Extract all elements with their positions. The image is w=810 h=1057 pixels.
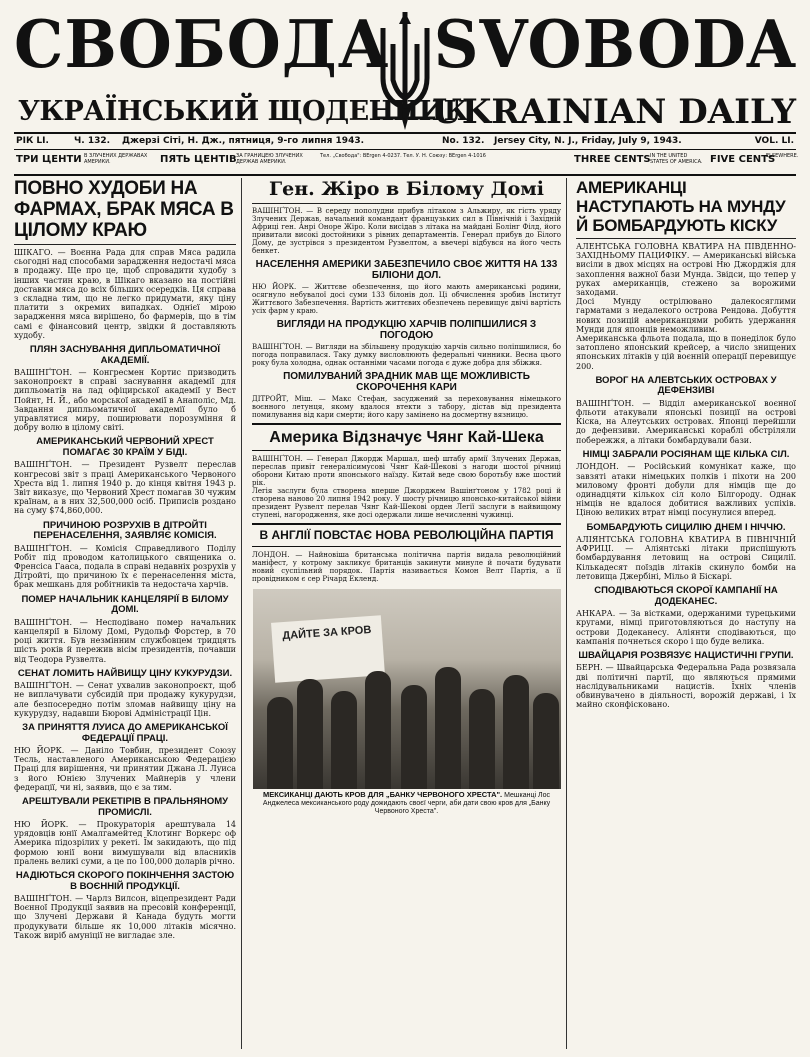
year-label: РІК LI. <box>16 136 49 146</box>
article-new-party: ЛОНДОН. — Найновіша британська політична партія видала революційний маніфест, у котрому закликує британців закинути минуле й почати будувати новий суспільний порядок. Партія називається Комон Велт Партія, а її провідником є сер Річард Екленд. <box>252 551 561 583</box>
headline-red-cross: АМЕРИКАНСЬКИЙ ЧЕРВОНИЙ ХРЕСТ ПОМАГАЄ 30 КРАЇМ У БІДІ. <box>36 436 214 458</box>
article-racketeers: НЮ ЙОРК. — Прокураторія арештувала 14 урядовців юнії Амалгамейтед Клотинг Воркерс оф Америка підозрілих у рекеті. Їм закидають, що під формою юнії вони вимушували від власників пралень великі суми, а це по 100,000 доларів річно. <box>14 820 236 866</box>
dateline <box>14 132 796 150</box>
caption-title: МЕКСИКАНЦІ ДАЮТЬ КРОВ ДЛЯ „БАНКУ ЧЕРВОНОГО ХРЕСТА". <box>263 790 503 799</box>
headline-food-production: ВИГЛЯДИ НА ПРОДУКЦІЮ ХАРЧІВ ПОЛІПШИЛИСЯ З ПОГОДОЮ <box>276 319 537 341</box>
article-diplomatic-academy: ВАШІНҐТОН. — Конгресмен Кортис призводить законопроєкт в справі заснування академії для дипльоматів на лад офіцирської академії у Вест Пойнт, Н. Й., або морської академії в Анаполіс, Мд. Завдання дипльоматичної академії було б управлятися миру, поширювати порозуміння й добру волю в цілому світі. <box>14 368 236 433</box>
headline-detroit-riots: ПРИЧИНОЮ РОЗРУХІВ В ДІТРОЙТІ ПЕРЕНАСЕЛЕННЯ, ЗАЯВЛЯЄ КОМІСІЯ. <box>33 519 217 542</box>
article-detroit-riots: ВАШІНҐТОН. — Комісія Справедливого Поділу Робіт під проводом католицького священика о. Френсіса Гааса, подала в справі недавніх розрухів у Дітройті, що причиною їх є перенаселення міста, брак мешкань для робітників та недостача харчів. <box>14 543 236 590</box>
article-munda-cont2: Американська фльота подала, що в понеділок було затоплено японський крейсер, а число знищених японських літаків у цій воєнній операції перевищує 200. <box>576 334 796 371</box>
price-3-note-uk: В ЗЛУЧЕНИХ ДЕРЖАВАХ АМЕРИКИ. <box>84 153 148 165</box>
subtitle-ukrainian: УКРАЇНСЬКИЙ ЩОДЕННИК <box>18 96 468 127</box>
price-3-uk: ТРИ ЦЕНТИ <box>16 154 82 165</box>
date-en: Jersey City, N. J., Friday, July 9, 1943. <box>494 136 682 146</box>
headline-lewis-afl: ЗА ПРИНЯТТЯ ЛУИСА ДО АМЕРИКАНСЬКОЇ ФЕДЕРАЦІЇ ПРАЦІ. <box>22 722 228 744</box>
article-german-villages: ЛОНДОН. — Російський комунікат каже, що завзяті атаки німецьких полків і піхоти на 200 миловому фронті добули для німців ще до одинадцяти кількох сіл коло Білгороду. Однак німців не вдалося добитися важливих успіхів. Ціною великих втрат німці посунулися вперед. <box>576 462 796 518</box>
article-giraud: ВАШІНҐТОН. — В середу пополудни прибув літаком з Альжиру, як гість уряду Злучених Держав, начальний командант французьких сил в Північній і Західній Африці ген. Анрі Оноре Жіро. Коли висідав з літака на майдані Болінг Філд, його привитали високі достойники з рівних департаментів. Генерал прибув до Білого Дому, де зустрівся з президентом Рузвелтом, а ввечері відбувся на його честь бенкет. <box>252 207 561 255</box>
volume-label: VOL. LI. <box>754 136 794 146</box>
headline-giraud: Ген. Жіро в Білому Домі <box>269 178 544 200</box>
price-bar <box>14 150 799 176</box>
headline-sicily: БОМБАРДУЮТЬ СИЦИЛІЮ ДНЕМ І НІЧЧЮ. <box>586 521 786 533</box>
issue-number-uk: Ч. 132. <box>74 136 111 146</box>
article-white-house-chief: ВАШІНҐТОН. — Несподівано помер начальник канцелярії в Білому Домі, Рудольф Форстер, в 70 році життя. Був незмінним службовцем тридцять шість років й пережив вісім президентів, почавши від Теодора Рузвелта. <box>14 617 236 664</box>
price-3-note-en: IN THE UNITED STATES OF AMERICA. <box>650 153 703 165</box>
article-life-insurance: НЮ ЙОРК. — Життєве обезпечення, що його мають американські родини, осягнуло небувалої досі суми 133 білонів дол. Ці обчислення зробив Інститут Життєвого Забезпечення. Вартість життєвих обезпечень перевищує двічі вартість усіх фарм у краю. <box>252 283 561 315</box>
article-pardoned-traitor: ДІТРОЙТ, Міш. — Макс Стефан, засуджений за переховування німецького воєнного летунця, якому вдалося втекти з табору, дістав від президента помилування від кари смерти; його кару замінено на досмертну вязницю. <box>252 395 561 419</box>
article-lewis-afl: НЮ ЙОРК. — Даніло Товбин, президент Союзу Тесль, наставленого Американською Федерацією Праці для вирішення, чи принятии Джана Л. Луиса з його Юнією Злучених Майнерів у члени федерації, чи ні, заявив, що є за тим. <box>14 746 236 792</box>
headline-pardoned-traitor: ПОМИЛУВАНИЙ ЗРАДНИК МАВ ЩЕ МОЖЛИВІСТЬ СКОРОЧЕННЯ КАРИ <box>283 371 530 393</box>
article-munda-cont: Досі Мунду острілювано далекосяглими гарматами з недалекого острова Рендова. Добуття нових позицій американцями робить удержання Мунди для японців неможливим. <box>576 297 796 334</box>
title-latin: SVOBODA <box>433 6 796 83</box>
article-sicily: АЛІЯНТСЬКА ГОЛОВНА КВАТИРА В ПІВНІЧНІЙ АФРИЦІ. — Аліянтські літаки приспішують бомбардування летовищ на острові Сицилії. Кількадесят поїздів літаків скинуло бомби на летовища Джербіні, Мільо й Біскарі. <box>576 535 796 581</box>
price-3-en: THREE CENTS <box>574 154 651 165</box>
article-red-cross: ВАШІНҐТОН. — Президент Рузвелт переслав конгресові звіт з праці Американського Червоного Хреста від 1. липня 1940 р. до кінця квітня 1943 р. Звіт виказує, що Червоний Хрест помагав 30 чужим країнам, а в них 32,500,000 осіб. Приписів роздано на суму $74,860,000. <box>14 460 236 516</box>
price-5-uk: ПЯТЬ ЦЕНТІВ <box>160 154 237 165</box>
headline-livestock: ПОВНО ХУДОБИ НА ФАРМАХ, БРАК МЯСА В ЦІЛОМУ КРАЮ <box>14 178 234 241</box>
price-5-en: FIVE CENTS <box>710 154 776 165</box>
article-aleutians: ВАШІНҐТОН. — Відділ американської воєнної фльоти атакували японські позиції на острові Кіска, на Алеутських островах. Японці перейшли до дефензиви. Американські кораблі обстріляли побережжя, а літаки бомбардували бази. <box>576 398 796 445</box>
headline-corn-price: СЕНАТ ЛОМИТЬ НАЙВИЩУ ЦІНУ КУКУРУДЗИ. <box>17 667 233 679</box>
headline-aleutians: ВОРОГ НА АЛЕВТСЬКИХ ОСТРОВАХ У ДЕФЕНЗИВІ <box>595 374 777 397</box>
caption-text: Мешканці Лос Анджелеса мексиканського роду дожидають своєї черги, аби дати свою кров для „Банку Червоного Хреста". <box>262 792 551 815</box>
article-corn-price: ВАШІНҐТОН. — Сенат ухвалив законопроєкт, щоб не виплачувати субсидій при продажу кукурудзи, але безпосередно потім зломав найвищу ціну на кукурудзу, надавши Бюрові Адміністрації Цін. <box>14 681 236 718</box>
middle-column <box>247 178 567 1049</box>
subtitle-english: UKRAINIAN DAILY <box>432 92 796 132</box>
article-chiang-kai-shek: ВАШІНҐТОН. — Генерал Джордж Маршал, шеф штабу армії Злучених Держав, переслав привіт генералісимусові Чянг Кай-Шекові з нагоди шостої річниці оборони Китаю проти японського наїзду. Китай веде свою боротьбу вже шостий рік. <box>252 455 561 487</box>
headline-life-insurance: НАСЕЛЕННЯ АМЕРИКИ ЗАБЕЗПЕЧИЛО СВОЄ ЖИТТЯ НА 133 БІЛІОНИ ДОЛ. <box>255 259 558 281</box>
photo-caption <box>252 791 561 816</box>
issue-number-en: No. 132. <box>442 136 485 146</box>
article-chiang-kai-shek-cont: Легія заслуги була створена вперше Джорджем Вашінґтоном у 1782 році й створена наново 20 липня 1942 року. У шосту річницю японсько-китайської війни президент Рузвелт перелав Чянг Кай-Шекові орден Легії заслуги в найвищому ступені, нагородження, яке досі одержали лише нечисленні чужинці. <box>252 487 561 519</box>
headline-switzerland: ШВАЙЦАРІЯ РОЗВЯЗУЄ НАЦИСТИЧНІ ГРУПИ. <box>578 649 794 661</box>
article-food-production: ВАШІНҐТОН. — Вигляди на збільшену продукцію харчів сильно поліпшилися, бо погода поправилася. Таку думку висловлюють федеральні чинники. Весна цього року була холодна, однак останніми часами погода є дуже добра для збіжжя. <box>252 343 561 367</box>
article-livestock: ШІКАГО. — Воєнна Рада для справ Мяса радила сьогодні над способами зарадження недостачі мяса в продажу. Ще про це, щоб спровадити худобу з інших частин краю, в Шікаго вказано на постійні доставки мяса до всіх більших осередків. Ця справа з складна тим, що не легко придумати, яку ціну платити з окремих випадках. Однієї мірою зарадження мяса вирішено, бо фармерів, що в тім самі є фінансовий центр, звідки й доставляють худобу. <box>14 248 236 340</box>
right-column <box>572 178 796 1049</box>
headline-white-house-chief: ПОМЕР НАЧАЛЬНИК КАНЦЕЛЯРІЇ В БІЛОМУ ДОМІ. <box>21 593 229 616</box>
price-5-note-uk: ЗА ГРАНИЦЕЮ ЗЛУЧЕНИХ ДЕРЖАВ АМЕРИКИ. <box>236 153 303 165</box>
photo-blood-donors <box>253 589 561 789</box>
price-5-note-en: ELSEWHERE. <box>766 153 799 159</box>
headline-new-party: В АНГЛІЇ ПОВСТАЄ НОВА РЕВОЛЮЦІЙНА ПАРТІЯ <box>259 528 554 542</box>
headline-dodecanese: СПОДІВАЮТЬСЯ СКОРОЇ КАМПАНІЇ НА ДОДЕКАНЕС. <box>594 585 778 607</box>
date-uk: Джерзі Сіті, Н. Дж., пятниця, 9-го липня 1943. <box>122 136 365 146</box>
phone-numbers: Тел. „Свобода": BErgen 4-0237. Тел. У. Н. Союзу: BErgen 4-1016 <box>320 153 486 159</box>
title-ukrainian: СВОБОДА <box>14 6 390 83</box>
headline-diplomatic-academy: ПЛЯН ЗАСНУВАННЯ ДИПЛЬОМАТИЧНОЇ АКАДЕМІЇ. <box>29 344 221 366</box>
headline-racketeers: АРЕШТУВАЛИ РЕКЕТІРІВ В ПРАЛЬНЯНОМУ ПРОМИСЛІ. <box>21 796 229 818</box>
left-column <box>14 178 242 1049</box>
headline-german-villages: НІМЦІ ЗАБРАЛИ РОСІЯНАМ ЩЕ КІЛЬКА СІЛ. <box>582 448 790 460</box>
article-war-production: ВАШІНҐТОН. — Чарлз Вилсон, віцепрезидент Ради Воєнної Продукції заявив на пресовій конференції, що Злучені Держави й Канада будуть могти продукувати більше як 10,000 літаків місячно. Також вирiб амуніції не вигладає зле. <box>14 894 236 940</box>
article-switzerland: БЕРН. — Швайцарська Федеральна Рада розвязала дві політичні партії, що являються прямими наслідувальниками нацистів. Їхніх членів обвинувачено в діяльності, ворожій державі, і їх майно сконфісковано. <box>576 663 796 710</box>
headline-munda: АМЕРИКАНЦІ НАСТУПАЮТЬ НА МУНДУ Й БОМБАРДУЮТЬ КІСКУ <box>576 178 786 235</box>
masthead <box>14 8 796 136</box>
headline-chiang-kai-shek: Америка Відзначує Чянг Кай-Шека <box>269 429 544 446</box>
article-dodecanese: АНКАРА. — За вістками, одержаними турецькими кругами, німці приготовляються до наступу на острови Додеканесу. Аліянти сподіваються, що кампанія почнеться скоро і що буде велика. <box>576 609 796 646</box>
article-munda: АЛЕНТСЬКА ГОЛОВНА КВАТИРА НА ПІВДЕННО-ЗАХІДНЬОМУ ПАЦИФІКУ. — Американські війська висіли в двох місцях на острові Ню Джорджія для захоплення важної бази Мунда. Звідси, що тепер у руках американців, стежено за ворожими заходами. <box>576 242 796 298</box>
headline-war-production: НАДІЮТЬСЯ СКОРОГО ПОКІНЧЕННЯ ЗАСТОЮ В ВОЄННІЙ ПРОДУКЦІЇ. <box>15 870 235 892</box>
photo-sign: ДАЙТЕ ЗА КРОВ <box>271 615 385 683</box>
